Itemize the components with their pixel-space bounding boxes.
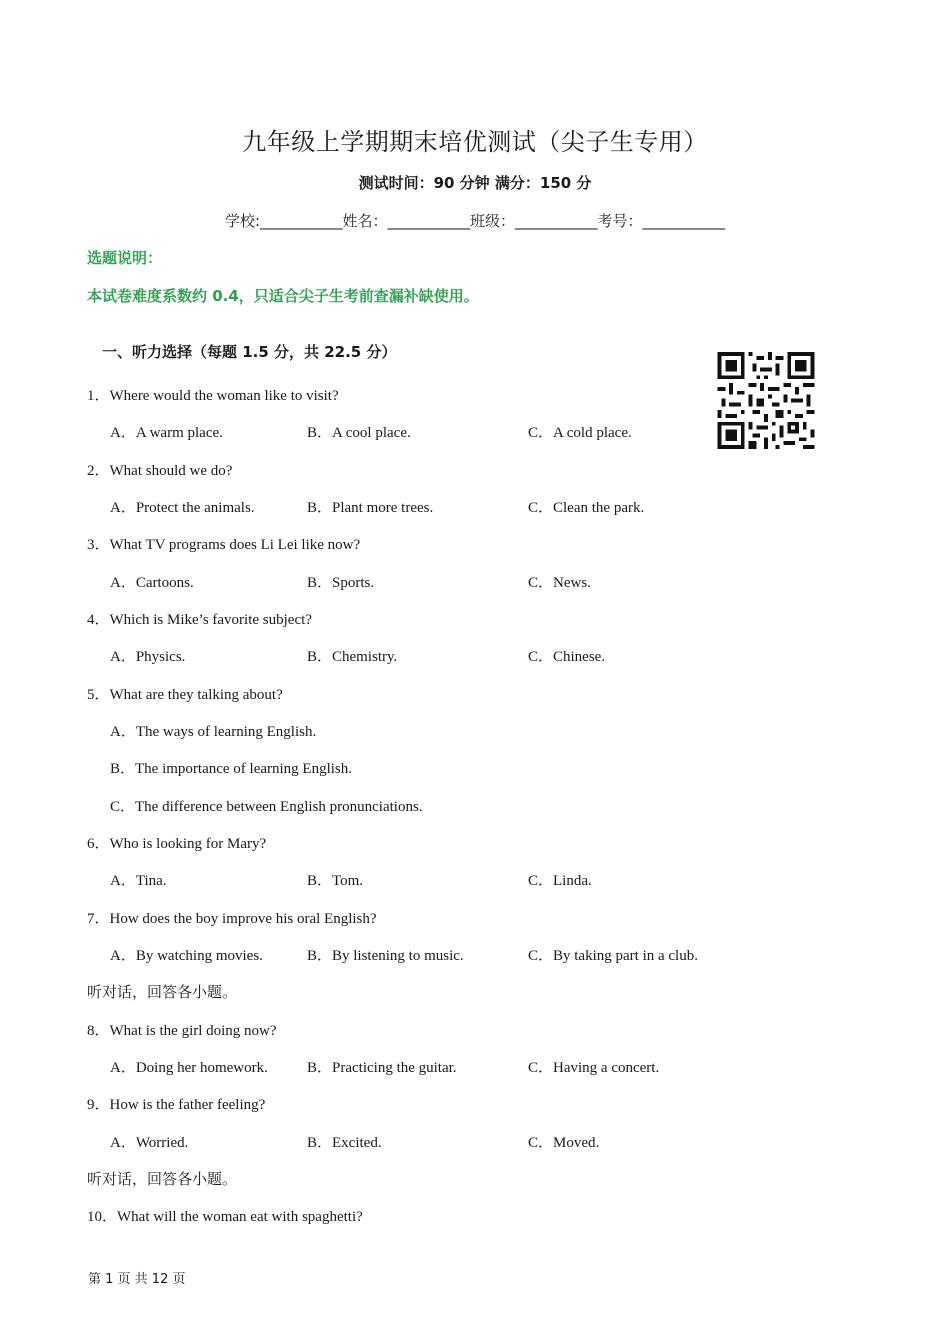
q9-option-b: B．Excited. (307, 1135, 382, 1151)
q9-option-a: A．Worried. (110, 1135, 189, 1151)
question-9: 9．How is the father feeling? (87, 1097, 266, 1113)
q8-option-b: B．Practicing the guitar. (307, 1060, 457, 1076)
q1-option-c: C．A cold place. (528, 425, 632, 441)
page-footer: 第 1 页 共 12 页 (88, 1272, 186, 1287)
q7-option-a: A．By watching movies. (110, 948, 263, 964)
q7-option-b: B．By listening to music. (307, 948, 464, 964)
question-1: 1．Where would the woman like to visit? (87, 388, 339, 404)
q8-option-a: A．Doing her homework. (110, 1060, 268, 1076)
question-6: 6．Who is looking for Mary? (87, 836, 267, 852)
notes-label: 选题说明： (87, 249, 163, 267)
question-8: 8．What is the girl doing now? (87, 1023, 277, 1039)
q2-option-c: C．Clean the park. (528, 500, 645, 516)
question-2: 2．What should we do? (87, 463, 233, 479)
q5-option-b: B．The importance of learning English. (110, 761, 353, 777)
q6-option-b: B．Tom. (307, 873, 364, 889)
question-3: 3．What TV programs does Li Lei like now? (87, 537, 361, 553)
listen-instruction-2: 听对话，回答各小题。 (87, 1170, 238, 1188)
question-5: 5．What are they talking about? (87, 687, 283, 703)
q5-option-c: C．The difference between English pronunciations. (110, 799, 423, 815)
q4-option-b: B．Chemistry. (307, 649, 398, 665)
q5-option-a: A．The ways of learning English. (110, 724, 317, 740)
q7-option-c: C．By taking part in a club. (528, 948, 698, 964)
q4-option-c: C．Chinese. (528, 649, 606, 665)
q6-option-a: A．Tina. (110, 873, 167, 889)
q8-option-c: C．Having a concert. (528, 1060, 660, 1076)
q2-option-a: A．Protect the animals. (110, 500, 255, 516)
q4-option-a: A．Physics. (110, 649, 186, 665)
section-heading: 一、听力选择（每题 1.5 分，共 22.5 分） (102, 343, 397, 361)
question-7: 7．How does the boy improve his oral English? (87, 911, 377, 927)
question-4: 4．Which is Mike’s favorite subject? (87, 612, 312, 628)
q6-option-c: C．Linda. (528, 873, 592, 889)
student-info-line: 学校:___________姓名：___________班级：___________考号：___________ (224, 212, 726, 230)
q3-option-c: C．News. (528, 575, 591, 591)
q1-option-b: B．A cool place. (307, 425, 411, 441)
listen-instruction-1: 听对话，回答各小题。 (87, 983, 238, 1001)
exam-time-score: 测试时间：90 分钟 满分：150 分 (358, 174, 592, 192)
q3-option-a: A．Cartoons. (110, 575, 194, 591)
q2-option-b: B．Plant more trees. (307, 500, 434, 516)
q1-option-a: A．A warm place. (110, 425, 223, 441)
notes-text: 本试卷难度系数约 0.4，只适合尖子生考前查漏补缺使用。 (87, 287, 479, 305)
q3-option-b: B．Sports. (307, 575, 375, 591)
question-10: 10．What will the woman eat with spaghetti? (87, 1209, 363, 1225)
q9-option-c: C．Moved. (528, 1135, 600, 1151)
qr-code-icon (716, 352, 816, 449)
page-title: 九年级上学期期末培优测试（尖子生专用） (242, 128, 708, 156)
